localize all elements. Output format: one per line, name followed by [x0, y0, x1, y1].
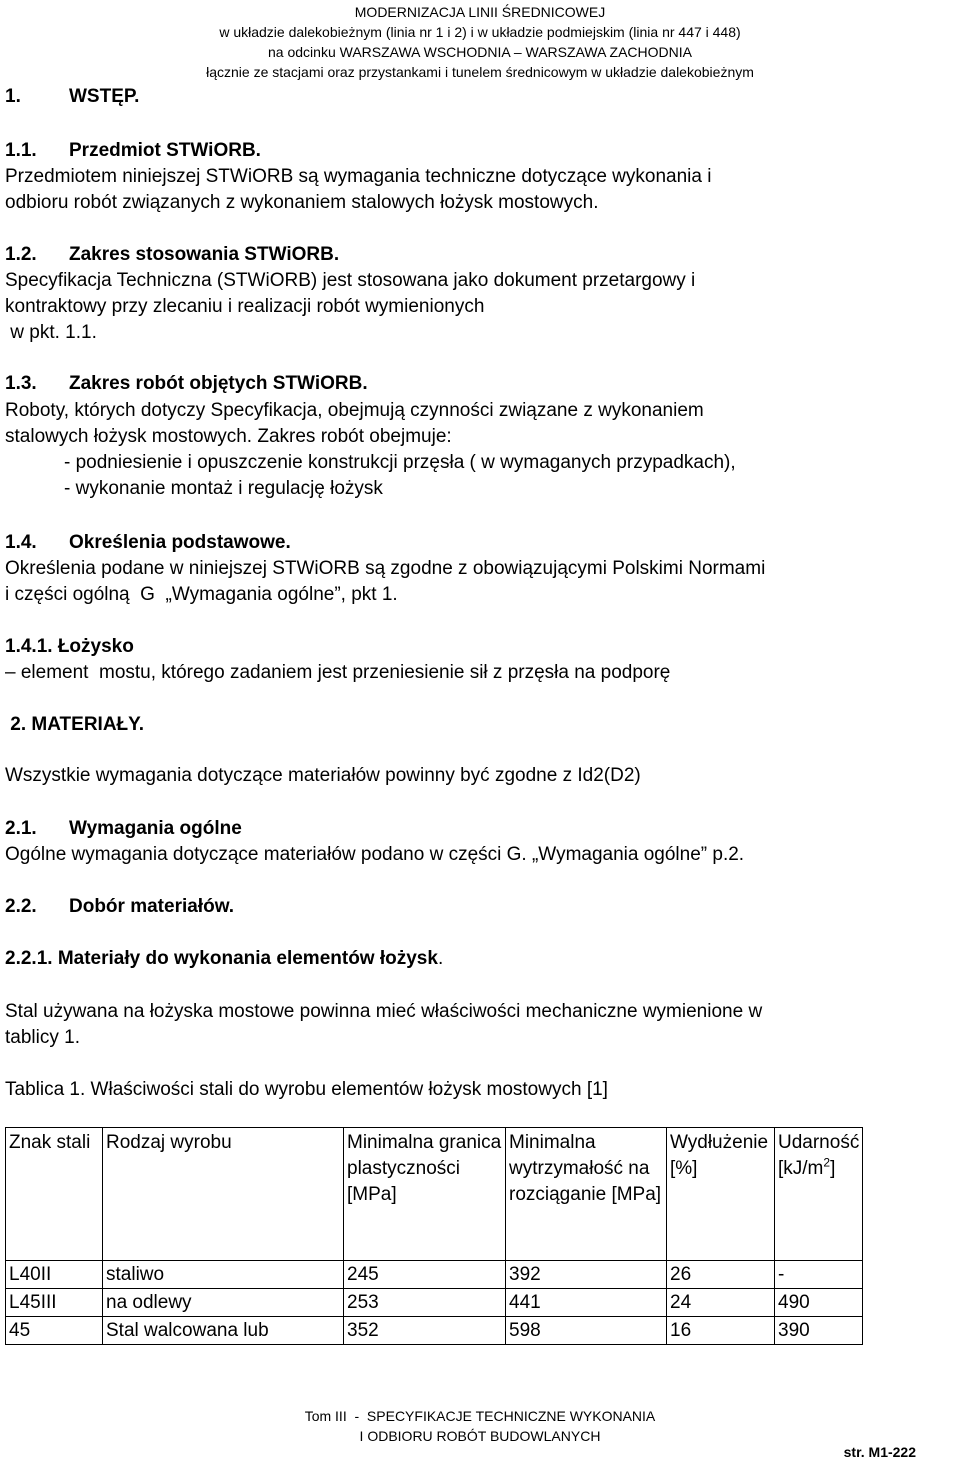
definition-line: – element mostu, którego zadaniem jest przeniesienie sił z przęsła na podporę	[5, 662, 671, 683]
column-header	[775, 1128, 863, 1261]
paragraph-line: kontraktowy przy zlecaniu i realizacji robót wymienionych	[5, 296, 485, 317]
section-number: 2.1.	[5, 818, 37, 839]
paragraph-line: Przedmiotem niniejszej STWiORB są wymagania techniczne dotyczące wykonania i	[5, 166, 712, 187]
column-header-text: Udarność [kJ/m	[778, 1132, 860, 1179]
table-cell: 441	[506, 1289, 667, 1317]
section-title: 2.2.1. Materiały do wykonania elementów łożysk	[5, 948, 438, 969]
column-header: Minimalna wytrzymałość na rozciąganie [MPa]	[506, 1128, 667, 1261]
table-cell: -	[775, 1261, 863, 1289]
table-header-row	[6, 1128, 863, 1261]
section-2-2-1-heading	[5, 948, 443, 970]
section-number: 2.2.	[5, 896, 37, 917]
table-caption: Tablica 1. Właściwości stali do wyrobu elementów łożysk mostowych [1]	[5, 1079, 608, 1100]
table-cell: 490	[775, 1289, 863, 1317]
section-1-4-1-heading: 1.4.1. Łożysko	[5, 636, 134, 657]
footer-line-1: Tom III - SPECYFIKACJE TECHNICZNE WYKONANIA	[304, 1408, 656, 1424]
table-cell: 45	[6, 1317, 103, 1345]
table-cell: staliwo	[103, 1261, 344, 1289]
paragraph-line: Stal używana na łożyska mostowe powinna mieć właściwości mechaniczne wymienione w	[5, 1001, 763, 1022]
table-cell: Stal walcowana lub	[103, 1317, 344, 1345]
paragraph-line: Ogólne wymagania dotyczące materiałów podano w części G. „Wymagania ogólne” p.2.	[5, 844, 745, 865]
table-cell: L40II	[6, 1261, 103, 1289]
section-title: Określenia podstawowe.	[69, 532, 291, 553]
table-row	[6, 1317, 863, 1345]
paragraph-line: i części ogólną G „Wymagania ogólne”, pkt 1.	[5, 584, 398, 605]
section-2-2-heading	[5, 896, 234, 918]
table-row	[6, 1261, 863, 1289]
table-cell: 16	[667, 1317, 775, 1345]
list-item: - wykonanie montaż i regulację łożysk	[64, 478, 383, 499]
paragraph-line: Roboty, których dotyczy Specyfikacja, obejmują czynności związane z wykonaniem	[5, 400, 704, 421]
column-header-text: ]	[830, 1158, 836, 1179]
column-header: Rodzaj wyrobu	[103, 1128, 344, 1261]
section-title: Zakres stosowania STWiORB.	[69, 244, 340, 265]
section-1-heading	[5, 86, 139, 108]
section-title: Zakres robót objętych STWiORB.	[69, 373, 368, 394]
column-header: Znak stali	[6, 1128, 103, 1261]
column-header: Wydłużenie [%]	[667, 1128, 775, 1261]
section-2-1-heading	[5, 818, 242, 840]
paragraph-line: tablicy 1.	[5, 1027, 80, 1048]
page-number: str. M1-222	[843, 1444, 916, 1460]
table-cell: 390	[775, 1317, 863, 1345]
section-title-end: .	[437, 948, 444, 969]
paragraph-line: Określenia podane w niniejszej STWiORB są zgodne z obowiązującymi Polskimi Normami	[5, 558, 766, 579]
section-number: 1.3.	[5, 373, 37, 394]
table-cell: 598	[506, 1317, 667, 1345]
list-item: - podniesienie i opuszczenie konstrukcji przęsła ( w wymaganych przypadkach),	[64, 452, 736, 473]
paragraph-line: Wszystkie wymagania dotyczące materiałów powinny być zgodne z Id2(D2)	[5, 765, 641, 786]
table-cell: 245	[344, 1261, 506, 1289]
section-1-3-heading	[5, 373, 368, 395]
section-1-4-heading	[5, 532, 291, 554]
section-number: 1.4.	[5, 532, 37, 553]
table-cell: L45III	[6, 1289, 103, 1317]
section-title: WSTĘP.	[69, 86, 140, 107]
paragraph-line: Specyfikacja Techniczna (STWiORB) jest stosowana jako dokument przetargowy i	[5, 270, 696, 291]
section-number: 1.	[5, 86, 21, 107]
table-cell: 24	[667, 1289, 775, 1317]
footer-line-2: I ODBIORU ROBÓT BUDOWLANYCH	[359, 1428, 601, 1444]
header-line-2: w układzie dalekobieżnym (linia nr 1 i 2) i w układzie podmiejskim (linia nr 447 i 448)	[219, 24, 741, 40]
section-title: Wymagania ogólne	[69, 818, 242, 839]
table-cell: 253	[344, 1289, 506, 1317]
section-title: Dobór materiałów.	[69, 896, 235, 917]
paragraph-line: stalowych łożysk mostowych. Zakres robót obejmuje:	[5, 426, 452, 447]
header-line-1: MODERNIZACJA LINII ŚREDNICOWEJ	[354, 4, 606, 20]
header-line-3: na odcinku WARSZAWA WSCHODNIA – WARSZAWA ZACHODNIA	[268, 44, 692, 60]
column-header: Minimalna granica plastyczności [MPa]	[344, 1128, 506, 1261]
section-1-1-heading	[5, 140, 261, 162]
table-cell: 26	[667, 1261, 775, 1289]
section-2-heading: 2. MATERIAŁY.	[5, 714, 144, 735]
section-title: Przedmiot STWiORB.	[69, 140, 261, 161]
section-number: 1.1.	[5, 140, 37, 161]
table-cell: 352	[344, 1317, 506, 1345]
header-line-4: łącznie ze stacjami oraz przystankami i tunelem średnicowym w układzie dalekobieżnym	[206, 64, 754, 80]
table-row	[6, 1289, 863, 1317]
paragraph-line: odbioru robót związanych z wykonaniem stalowych łożysk mostowych.	[5, 192, 599, 213]
steel-properties-table	[5, 1127, 863, 1345]
paragraph-line: w pkt. 1.1.	[5, 322, 97, 343]
superscript: 2	[823, 1155, 831, 1170]
section-number: 1.2.	[5, 244, 37, 265]
section-1-2-heading	[5, 244, 339, 266]
table-cell: na odlewy	[103, 1289, 344, 1317]
table-cell: 392	[506, 1261, 667, 1289]
